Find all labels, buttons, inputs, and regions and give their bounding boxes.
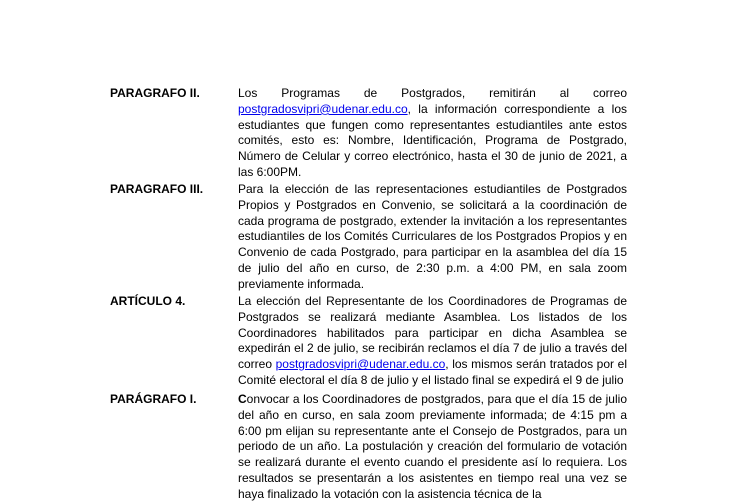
text-part: , la información correspondiente a los estudiantes que fungen como representantes estudiantiles ante estos comités, esto es: Nombre, Identificación, Programa de Postgrado, Número de Celular y correo electrónico, hasta el 30 de junio de 2021, a las 6:00PM. [238, 101, 627, 179]
email-link[interactable]: postgradosvipri@udenar.edu.co [275, 357, 446, 372]
text-part: onvocar a los Coordinadores de postgrados, para que el día 15 de julio del año en curso, en sala zoom previamente informada; de 4:15 pm a 6:00 pm elijan su representante ante el Consejo de Postgrados, para un periodo de un año. La postulación y creación del formulario de votación se realizará durante el evento cuando el presidente así lo requiera. Los resultados se presentarán a los asistentes en tiempo real una vez se haya finalizado la votación con la asistencia técnica de la [238, 392, 627, 501]
first-letter: C [238, 392, 247, 406]
section-text: Para la elección de las representaciones estudiantiles de Postgrados Propios y Postgrados en Convenio, se solicitará a la coordinación de cada programa de postgrado, extender la invitación a los representantes estudiantiles de los Comités Curriculares de los Postgrados Propios y en Convenio de cada Postgrado, para participar en la asamblea del día 15 de julio del año en curso, de 2:30 p.m. a 4:00 PM, en sala zoom previamente informada. [238, 182, 627, 291]
section-label: PARAGRAFO III. [110, 182, 204, 196]
section-text [238, 86, 627, 181]
section-label: PARAGRAFO II. [110, 86, 200, 100]
section-label: PARÁGRAFO I. [110, 392, 197, 406]
text-part: La elección del Representante de los Coordinadores de Programas de Postgrados se realizará mediante Asamblea. Los listados de los Coordinadores habilitados para participar en dicha Asamblea se expedirán el 2 de julio, se recibirán reclamos el día 7 de julio a través del correo [238, 294, 627, 372]
section-text [238, 294, 627, 389]
text-part: , los mismos serán tratados por el Comité electoral el día 8 de julio y el listado final se expedirá el 9 de julio [238, 357, 627, 387]
text-part: Los Programas de Postgrados, remitirán al correo [238, 86, 627, 100]
email-link[interactable]: postgradosvipri@udenar.edu.co [238, 101, 408, 116]
section-label: ARTÍCULO 4. [110, 294, 186, 308]
